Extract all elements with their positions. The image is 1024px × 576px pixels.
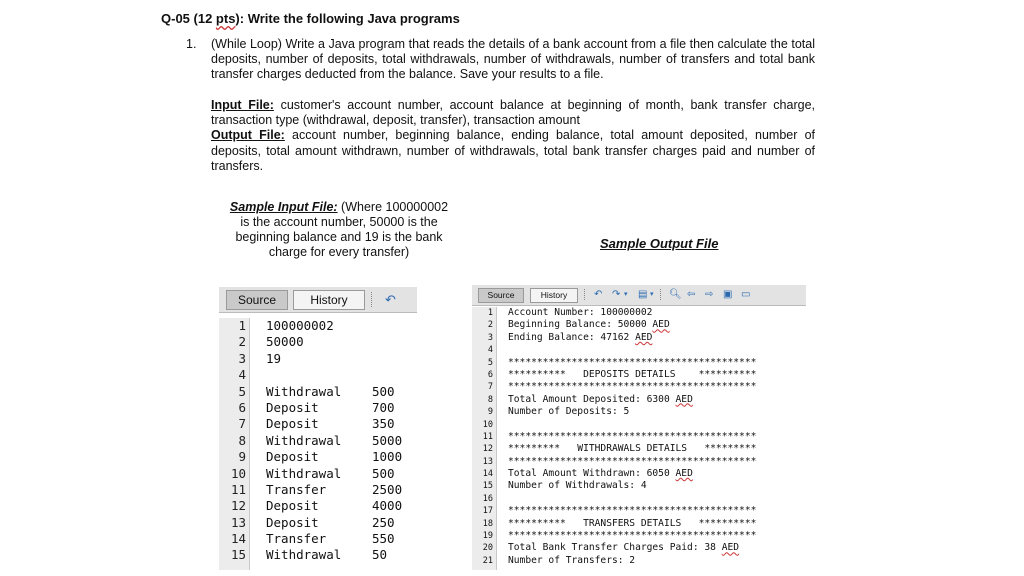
currency-unit: AED	[635, 331, 653, 343]
line-number: 14	[482, 469, 493, 480]
output-line	[472, 406, 806, 418]
line-number: 11	[482, 431, 493, 442]
output-text-main: Total Amount Deposited: 6300	[508, 393, 676, 405]
output-text-main: Beginning Balance: 50000	[508, 319, 653, 331]
transaction-type: 50000	[266, 334, 304, 350]
code-line	[219, 384, 417, 400]
output-text	[508, 307, 652, 319]
question-points: pts	[215, 11, 236, 26]
input-file-text: customer's account number, account balance at beginning of month, bank transfer charge, transaction type (withdrawal, deposit, transfer), transaction amount	[211, 98, 816, 128]
line-number: 2	[487, 320, 493, 331]
line-number: 3	[487, 332, 493, 343]
line-number: 8	[238, 432, 246, 448]
output-file-label: Output File:	[211, 128, 285, 143]
transaction-type: 19	[266, 350, 282, 366]
sample-output-label: Sample Output File	[600, 236, 719, 251]
output-text	[508, 357, 756, 369]
output-text-main: ********** TRANSFERS DETAILS **********	[508, 517, 757, 529]
line-number: 4	[487, 345, 493, 356]
output-text	[508, 518, 756, 530]
line-number: 8	[487, 394, 493, 405]
file-spec	[211, 98, 815, 174]
output-lines	[472, 307, 806, 567]
transaction-type: Transfer	[266, 531, 327, 547]
line-number: 5	[487, 357, 493, 368]
output-line	[472, 555, 806, 567]
line-number: 6	[238, 399, 246, 415]
line-number: 16	[482, 493, 493, 504]
output-line	[472, 369, 806, 381]
transaction-type: Deposit	[266, 514, 319, 530]
output-text-main: *******************************************	[508, 381, 757, 393]
task-description: (While Loop) Write a Java program that reads the details of a bank account from a file then calculate the total deposits, number of deposits, total withdrawals, number of withdrawals, number of transfers and total bank transfer charges deducted from the balance. Save your results to a file.	[211, 37, 815, 82]
output-text	[508, 319, 670, 331]
transaction-type: Withdrawal	[266, 383, 342, 399]
shift-line-icon[interactable]: ▭	[741, 289, 751, 300]
output-text	[508, 381, 756, 393]
line-number: 15	[482, 481, 493, 492]
code-line	[219, 351, 417, 367]
output-line	[472, 307, 806, 319]
output-text	[508, 468, 693, 480]
output-text-main: Number of Transfers: 2	[508, 554, 636, 566]
output-text	[508, 369, 756, 381]
line-number: 13	[482, 456, 493, 467]
editor-toolbar	[219, 287, 417, 313]
output-text	[508, 443, 756, 455]
line-number: 9	[487, 407, 493, 418]
line-number: 3	[238, 350, 246, 366]
code-lines	[219, 318, 417, 564]
output-text	[508, 431, 756, 443]
transaction-type: Deposit	[266, 498, 319, 514]
output-text	[508, 394, 693, 406]
code-line	[219, 547, 417, 563]
back-icon[interactable]: ↶	[594, 289, 603, 300]
code-line	[219, 400, 417, 416]
toolbar-separator	[660, 289, 662, 300]
output-line	[472, 332, 806, 344]
code-line	[219, 449, 417, 465]
output-text-main: Total Amount Withdrawn: 6050	[508, 468, 676, 480]
line-number: 18	[482, 518, 493, 529]
output-line	[472, 394, 806, 406]
currency-unit: AED	[652, 319, 670, 331]
output-line	[472, 468, 806, 480]
sample-input-editor	[219, 287, 417, 570]
output-text	[508, 406, 629, 418]
output-text-main: *******************************************	[508, 455, 757, 467]
code-line	[219, 482, 417, 498]
line-number: 2	[238, 334, 246, 350]
code-line	[219, 367, 417, 383]
output-line	[472, 530, 806, 542]
line-number: 1	[487, 308, 493, 318]
dropdown-icon[interactable]: ▾	[650, 291, 654, 298]
output-text-main: Account Number: 100000002	[508, 307, 653, 318]
transaction-amount: 1000	[372, 449, 403, 465]
output-text-main: Number of Deposits: 5	[508, 406, 630, 418]
output-text-main: *******************************************	[508, 430, 757, 442]
output-line	[472, 431, 806, 443]
editor-toolbar	[472, 285, 806, 306]
tab-source[interactable]: Source	[478, 288, 524, 303]
output-line	[472, 319, 806, 331]
tab-history[interactable]: History	[293, 290, 365, 310]
line-number: 13	[230, 514, 246, 530]
history-icon[interactable]: ▤	[638, 289, 648, 300]
transaction-type: Transfer	[266, 481, 327, 497]
input-file-spec	[211, 98, 815, 128]
transaction-amount: 500	[372, 383, 395, 399]
toggle-highlight-icon[interactable]: ▣	[723, 289, 733, 300]
sample-input-caption	[226, 200, 452, 260]
line-number: 12	[482, 444, 493, 455]
forward-icon[interactable]: ↷	[612, 289, 621, 300]
currency-unit: AED	[721, 542, 740, 554]
output-text-main: Number of Withdrawals: 4	[508, 480, 647, 492]
line-number: 1	[238, 318, 246, 333]
output-text-main: *******************************************	[508, 356, 757, 368]
question-title	[161, 11, 460, 26]
line-number: 6	[487, 369, 493, 380]
transaction-amount: 2500	[372, 481, 403, 497]
previous-occurrence-icon[interactable]: ⇦	[687, 289, 696, 300]
output-line	[472, 456, 806, 468]
input-file-label: Input File:	[211, 98, 274, 112]
line-number: 14	[230, 531, 246, 547]
output-file-spec	[211, 128, 815, 174]
output-line	[472, 357, 806, 369]
transaction-amount: 700	[372, 399, 395, 415]
back-icon[interactable]: ↶	[385, 292, 396, 307]
line-number: 9	[238, 449, 246, 465]
transaction-amount: 250	[372, 514, 395, 530]
code-line	[219, 531, 417, 547]
output-line	[472, 419, 806, 431]
output-line	[472, 505, 806, 517]
line-number: 11	[230, 481, 246, 497]
output-line	[472, 480, 806, 492]
output-line	[472, 518, 806, 530]
line-number: 5	[238, 383, 246, 399]
transaction-type: Deposit	[266, 416, 319, 432]
output-text	[508, 332, 652, 344]
line-number: 15	[230, 547, 246, 563]
code-line	[219, 515, 417, 531]
line-number: 10	[230, 465, 246, 481]
transaction-amount: 550	[372, 531, 395, 547]
output-text	[508, 456, 756, 468]
code-line	[219, 318, 417, 334]
currency-unit: AED	[675, 393, 693, 405]
line-number: 21	[482, 555, 493, 566]
transaction-amount: 500	[372, 465, 395, 481]
output-text-main: Ending Balance: 47162	[508, 331, 636, 343]
transaction-amount: 350	[372, 416, 395, 432]
sample-input-label: Sample Input File:	[229, 200, 338, 214]
question-title-prefix: Q-05 (12	[161, 11, 216, 26]
transaction-type: Deposit	[266, 399, 319, 415]
transaction-type: Withdrawal	[266, 547, 342, 563]
code-line	[219, 416, 417, 432]
output-text	[508, 542, 739, 554]
line-number: 10	[482, 419, 493, 430]
transaction-amount: 50	[372, 547, 388, 563]
output-text-main: Total Bank Transfer Charges Paid: 38	[508, 542, 722, 554]
transaction-amount: 5000	[372, 432, 403, 448]
line-number: 19	[482, 531, 493, 542]
output-text	[508, 555, 635, 567]
dropdown-icon[interactable]: ▾	[624, 291, 628, 298]
item-number: 1.	[186, 37, 197, 51]
output-line	[472, 443, 806, 455]
output-line	[472, 381, 806, 393]
tab-source[interactable]: Source	[226, 290, 288, 310]
output-line	[472, 344, 806, 356]
output-text	[508, 480, 647, 492]
transaction-type: Deposit	[266, 449, 319, 465]
output-text-main: *******************************************	[508, 505, 757, 517]
code-line	[219, 466, 417, 482]
currency-unit: AED	[675, 468, 693, 480]
line-number: 7	[487, 382, 493, 393]
output-text-main: ********** DEPOSITS DETAILS **********	[508, 368, 757, 380]
output-line	[472, 542, 806, 554]
output-line	[472, 493, 806, 505]
question-title-suffix: ): Write the following Java programs	[235, 11, 460, 26]
toolbar-separator	[371, 292, 373, 307]
code-line	[219, 498, 417, 514]
tab-history[interactable]: History	[530, 288, 578, 303]
code-line	[219, 433, 417, 449]
output-text-main: *******************************************	[508, 530, 757, 542]
transaction-amount: 4000	[372, 498, 403, 514]
output-text	[508, 505, 756, 517]
line-number: 20	[482, 543, 493, 554]
sample-input-note: (Where 100000002 is the account number, 50000 is the beginning balance and 19 is the bank charge for every transfer)	[235, 200, 449, 259]
output-file-text: account number, beginning balance, ending balance, total amount deposited, number of deposits, total amount withdrawn, number of withdrawals, total bank transfer charges paid and number of transfers.	[211, 128, 815, 173]
transaction-type: 100000002	[266, 318, 334, 333]
line-number: 12	[230, 498, 246, 514]
line-number: 4	[238, 367, 246, 383]
output-text-main: ********* WITHDRAWALS DETAILS *********	[508, 443, 757, 455]
output-text	[508, 530, 756, 542]
toolbar-separator	[584, 289, 586, 300]
transaction-type: Withdrawal	[266, 465, 342, 481]
search-icon[interactable]: 🔍︎	[669, 289, 682, 300]
sample-output-editor	[472, 285, 806, 570]
code-line	[219, 334, 417, 350]
transaction-type: Withdrawal	[266, 432, 342, 448]
line-number: 7	[238, 416, 246, 432]
next-occurrence-icon[interactable]: ⇨	[705, 289, 714, 300]
line-number: 17	[482, 506, 493, 517]
